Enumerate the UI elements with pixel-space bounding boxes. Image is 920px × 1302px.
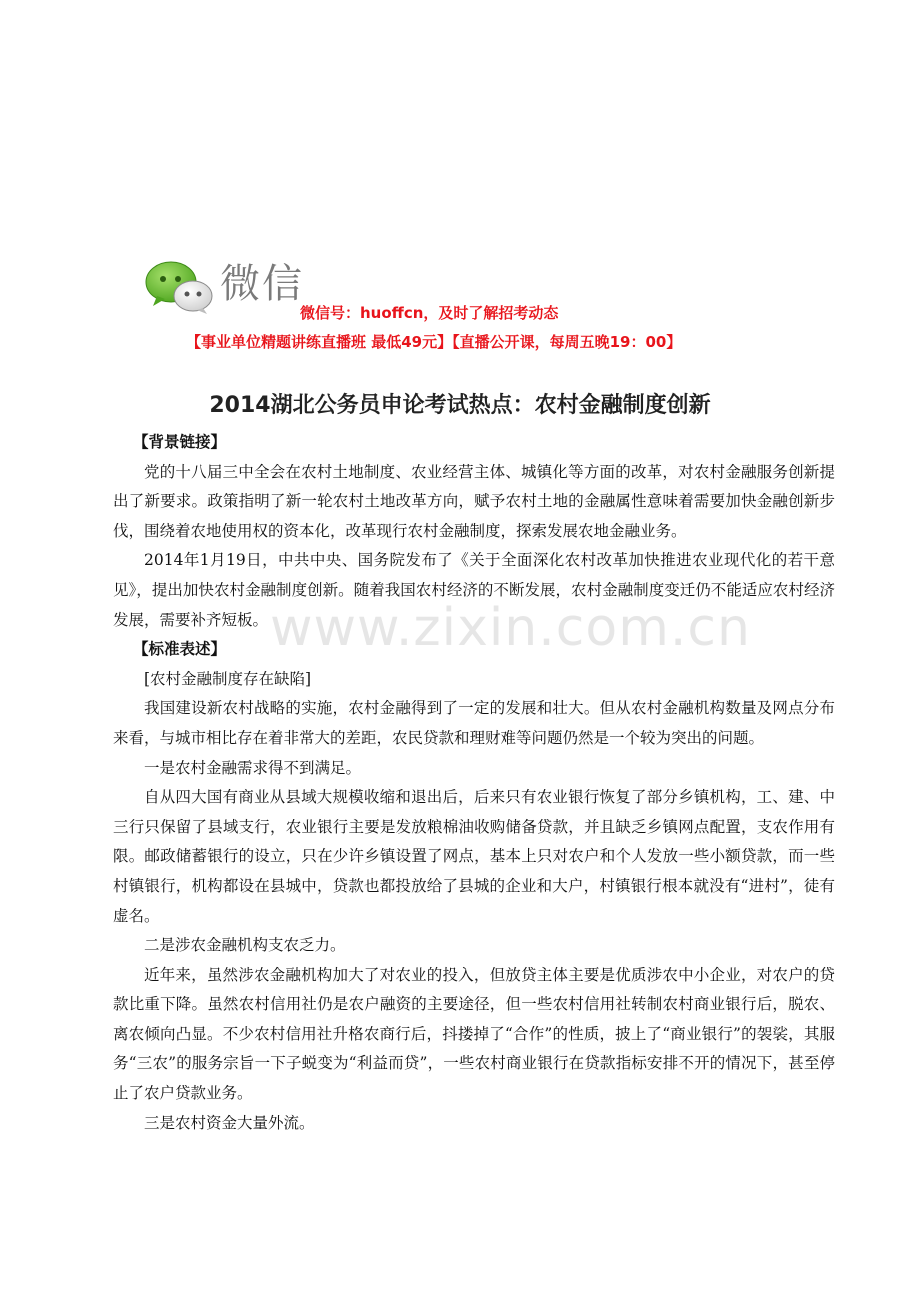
body-paragraph: 自从四大国有商业从县域大规模收缩和退出后，后来只有农业银行恢复了部分乡镇机构，工、建、中三行只保留了县域支行，农业银行主要是发放粮棉油收购储备贷款，并且缺乏乡镇网点配置，支农作用有限。邮政储蓄银行的设立，只在少许乡镇设置了网点，基本上只对农户和个人发放一些小额贷款，而一些村镇银行，机构都设在县城中，贷款也都投放给了县城的企业和大户，村镇银行根本就没有“进村”，徒有虚名。 xyxy=(113,788,835,925)
body-paragraph: 近年来，虽然涉农金融机构加大了对农业的投入，但放贷主体主要是优质涉农中小企业，对农户的贷款比重下降。虽然农村信用社仍是农户融资的主要途径，但一些农村信用社转制农村商业银行后，脱农、离农倾向凸显。不少农村信用社升格农商行后，抖搂掉了“合作”的性质，披上了“商业银行”的袈裟，其服务“三农”的服务宗旨一下子蜕变为“利益而贷”，一些农村商业银行在贷款指标安排不开的情况下，甚至停止了农户贷款业务。 xyxy=(113,965,835,1103)
watermark: www.zixin.com.cn xyxy=(270,598,751,658)
section-heading: 【标准表述】 xyxy=(133,640,227,659)
body-paragraph: 2014年1月19日，中共中央、国务院发布了《关于全面深化农村改革加快推进农业现代化的若干意见》，提出加快农村金融制度创新。随着我国农村经济的不断发展，农村金融制度变迁仍不能适应农村经济发展，需要补齐短板。 xyxy=(113,551,835,629)
wechat-logo-text: 微信 xyxy=(220,261,304,307)
body-paragraph: 三是农村资金大量外流。 xyxy=(144,1113,315,1132)
section-heading: 【背景链接】 xyxy=(133,433,227,451)
body-paragraph: 我国建设新农村战略的实施，农村金融得到了一定的发展和壮大。但从农村金融机构数量及网点分布来看，与城市相比存在着非常大的差距，农民贷款和理财难等问题仍然是一个较为突出的问题。 xyxy=(113,699,835,747)
body-paragraph: [农村金融制度存在缺陷] xyxy=(144,669,312,688)
document-body xyxy=(113,428,835,1138)
body-paragraph: 二是涉农金融机构支农乏力。 xyxy=(144,936,346,955)
document-title: 2014湖北公务员申论考试热点：农村金融制度创新 xyxy=(209,393,711,418)
body-paragraph: 党的十八届三中全会在农村土地制度、农业经营主体、城镇化等方面的改革，对农村金融服务创新提出了新要求。政策指明了新一轮农村土地改革方向，赋予农村土地的金融属性意味着需要加快金融创新步伐，围绕着农地使用权的资本化，改革现行农村金融制度，探索发展农地金融业务。 xyxy=(113,462,835,540)
body-paragraph: 一是农村金融需求得不到满足。 xyxy=(144,758,362,777)
wechat-id-line: 微信号：huoffcn，及时了解招考动态 xyxy=(300,304,559,322)
promo-banner: 【事业单位精题讲练直播班 最低49元】【直播公开课，每周五晚19：00】 xyxy=(186,333,682,351)
